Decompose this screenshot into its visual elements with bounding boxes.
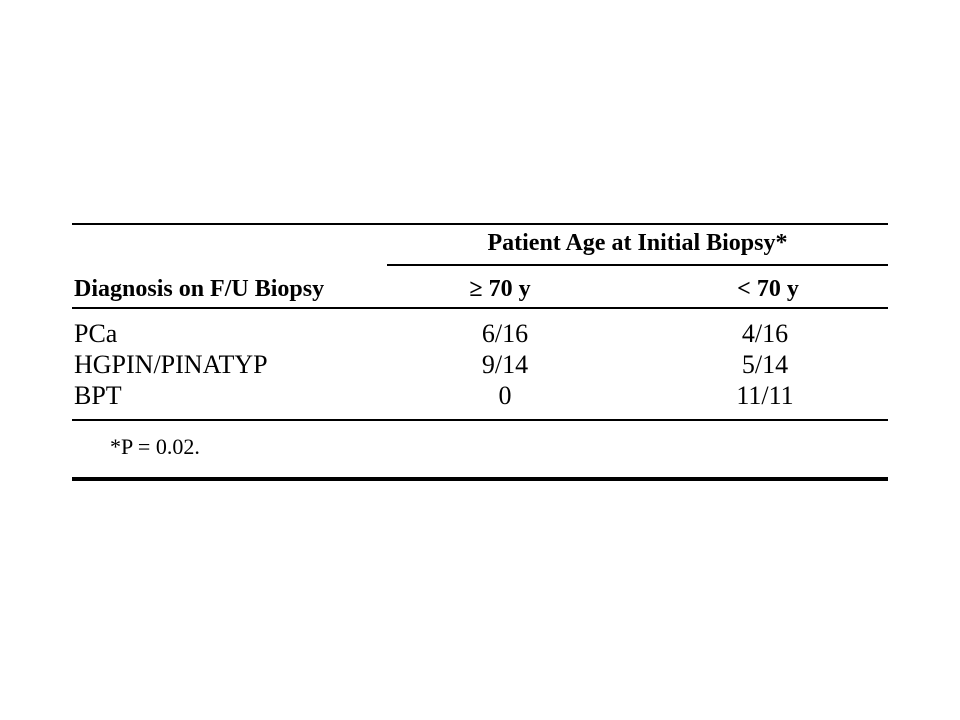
table-cell: 6/16 xyxy=(481,319,529,348)
table-footnote: *P = 0.02. xyxy=(110,434,200,459)
row-label: PCa xyxy=(74,319,118,348)
table-cell: 4/16 xyxy=(741,319,789,348)
header-rule xyxy=(72,307,888,309)
column-header: < 70 y xyxy=(737,276,799,302)
stub-header: Diagnosis on F/U Biopsy xyxy=(74,276,325,302)
body-rule xyxy=(72,419,888,421)
table-top-rule xyxy=(72,223,888,225)
column-header: ≥ 70 y xyxy=(469,276,531,302)
spanner-header: Patient Age at Initial Biopsy* xyxy=(487,230,788,256)
row-label: BPT xyxy=(74,381,122,410)
table-cell: 5/14 xyxy=(741,350,789,379)
table-cell: 0 xyxy=(498,381,512,410)
table-bottom-rule xyxy=(72,477,888,481)
table-cell: 11/11 xyxy=(736,381,794,410)
spanner-rule xyxy=(387,264,888,266)
row-label: HGPIN/PINATYP xyxy=(74,350,268,379)
table-cell: 9/14 xyxy=(481,350,529,379)
